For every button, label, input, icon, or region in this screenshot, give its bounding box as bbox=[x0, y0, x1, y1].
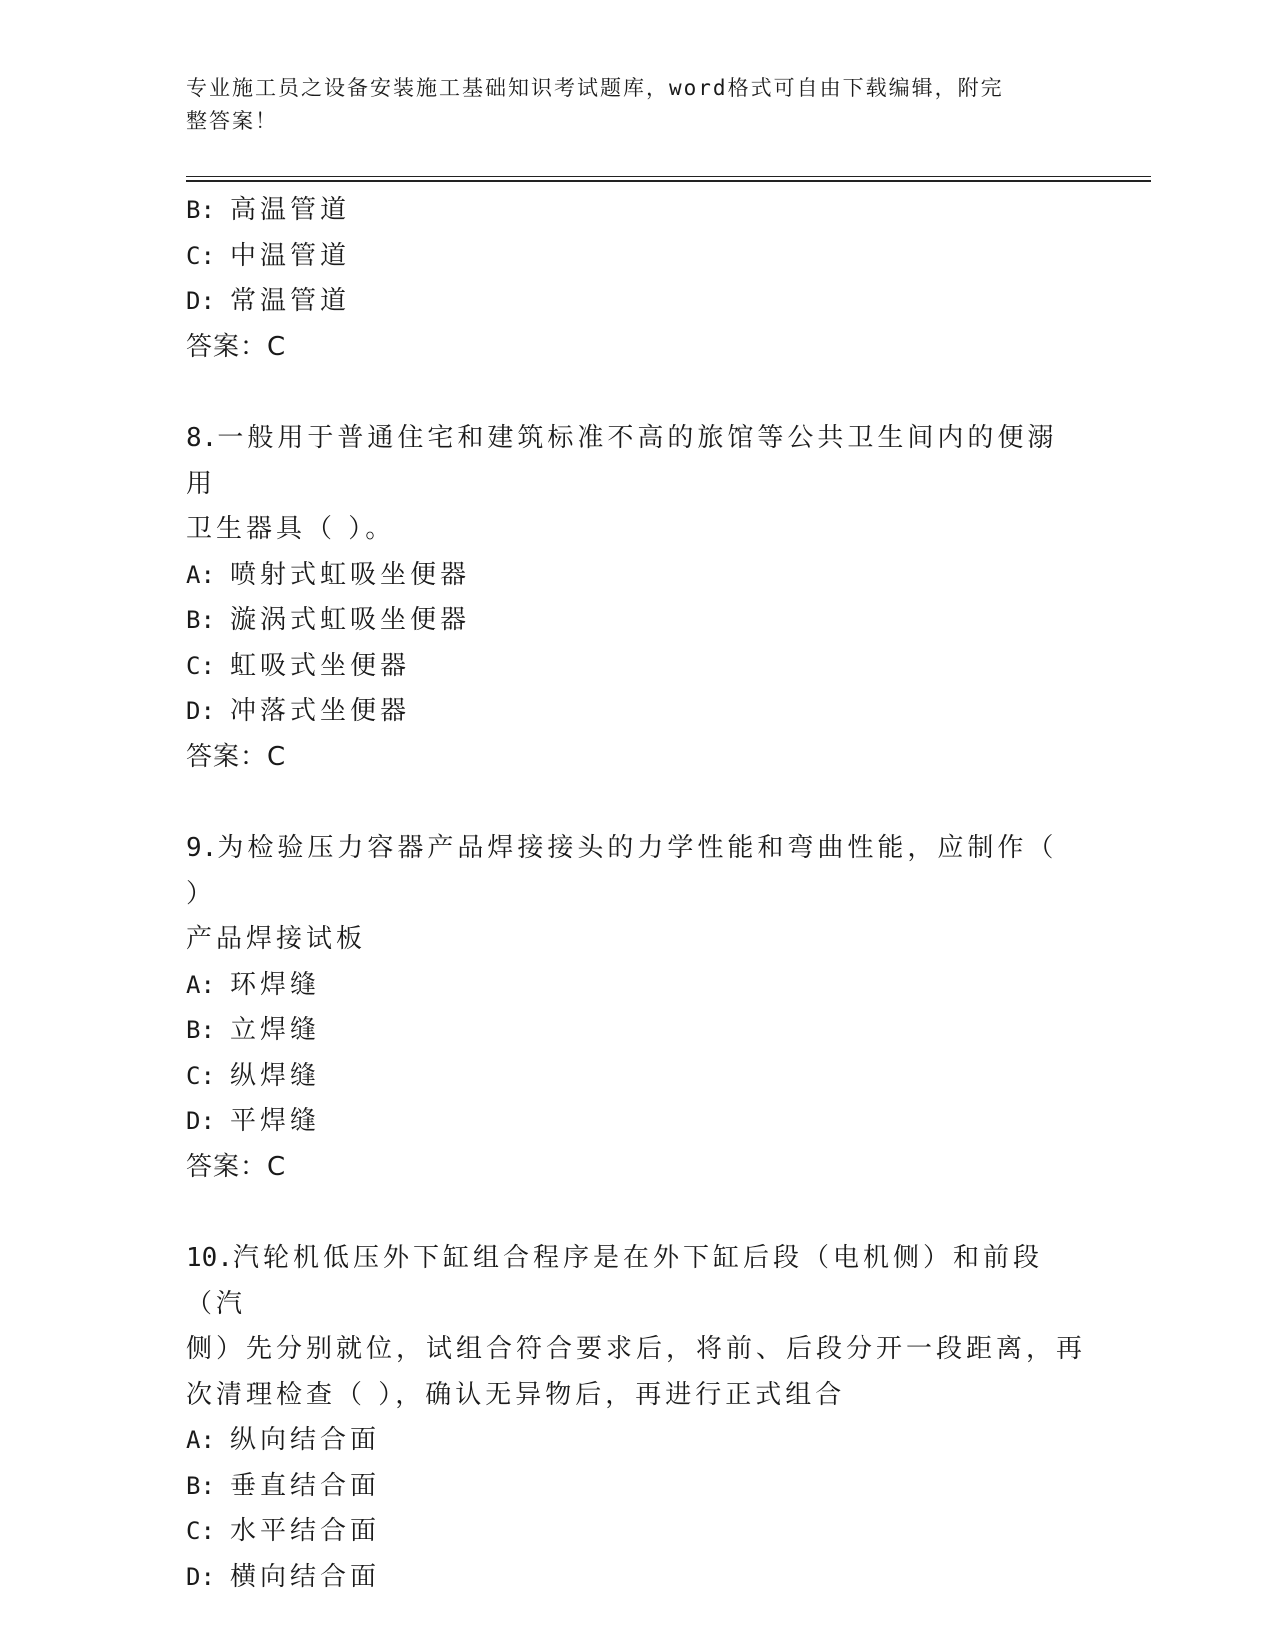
question-text-line: 侧）先分别就位，试组合符合要求后，将前、后段分开一段距离，再 bbox=[186, 1334, 1087, 1364]
question-text-line: 次清理检查（ ），确认无异物后，再进行正式组合 bbox=[186, 1379, 846, 1410]
question-10 bbox=[186, 1236, 1086, 1418]
answer-line: 答案：C bbox=[186, 741, 287, 772]
document-header bbox=[186, 72, 1066, 138]
option-b: B: 漩涡式虹吸坐便器 bbox=[186, 605, 471, 635]
header-line-1: 专业施工员之设备安装施工基础知识考试题库，word格式可自由下载编辑，附完 bbox=[186, 76, 1004, 100]
option-b: B: 高温管道 bbox=[186, 195, 351, 225]
option-a: A: 喷射式虹吸坐便器 bbox=[186, 559, 471, 590]
option-a: A: 环焊缝 bbox=[186, 969, 321, 1000]
option-d: D: 冲落式坐便器 bbox=[186, 696, 411, 726]
question-spacer bbox=[186, 370, 1086, 416]
option-d: D: 常温管道 bbox=[186, 286, 351, 316]
document-body bbox=[186, 188, 1086, 1600]
option-c: C: 纵焊缝 bbox=[186, 1060, 321, 1091]
option-b: B: 垂直结合面 bbox=[186, 1470, 381, 1501]
answer-line: 答案：C bbox=[186, 1151, 287, 1182]
option-c: C: 虹吸式坐便器 bbox=[186, 650, 411, 681]
header-rule-thin bbox=[186, 176, 1151, 177]
question-text-line: 产品焊接试板 bbox=[186, 924, 367, 954]
answer-line: 答案：C bbox=[186, 331, 287, 362]
question-text-line: 8.一般用于普通住宅和建筑标准不高的旅馆等公共卫生间内的便溺用 bbox=[186, 423, 1058, 499]
question-text-line: 9.为检验压力容器产品焊接接头的力学性能和弯曲性能，应制作（ ） bbox=[186, 833, 1058, 909]
question-spacer bbox=[186, 780, 1086, 826]
option-c: C: 中温管道 bbox=[186, 240, 351, 271]
option-c: C: 水平结合面 bbox=[186, 1516, 381, 1546]
question-text-line: 卫生器具（ ）。 bbox=[186, 514, 396, 544]
question-8 bbox=[186, 416, 1086, 553]
option-a: A: 纵向结合面 bbox=[186, 1425, 381, 1455]
option-b: B: 立焊缝 bbox=[186, 1015, 321, 1045]
header-line-2: 整答案！ bbox=[186, 109, 278, 133]
option-d: D: 横向结合面 bbox=[186, 1561, 381, 1592]
question-9 bbox=[186, 826, 1086, 963]
question-spacer bbox=[186, 1190, 1086, 1236]
header-rule-thick bbox=[186, 180, 1151, 182]
question-text-line: 10.汽轮机低压外下缸组合程序是在外下缸后段（电机侧）和前段（汽 bbox=[186, 1243, 1043, 1319]
option-d: D: 平焊缝 bbox=[186, 1106, 321, 1136]
